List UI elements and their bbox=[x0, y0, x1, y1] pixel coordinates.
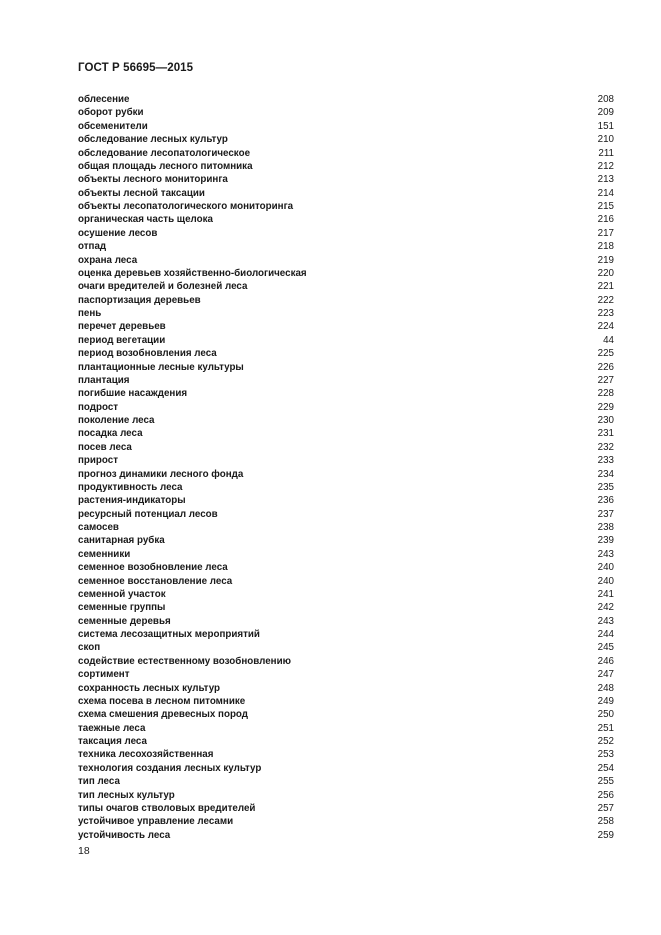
index-page-ref: 220 bbox=[597, 267, 614, 279]
index-page-ref: 228 bbox=[597, 388, 614, 400]
index-page-ref: 248 bbox=[597, 682, 614, 694]
index-term: семенники bbox=[78, 548, 131, 560]
index-entry bbox=[78, 441, 614, 454]
index-term: тип леса bbox=[78, 776, 120, 788]
index-term: погибшие насаждения bbox=[78, 388, 188, 400]
index-page-ref: 232 bbox=[597, 441, 614, 453]
index-entry bbox=[78, 347, 614, 360]
index-term: типы очагов стволовых вредителей bbox=[78, 802, 256, 814]
index-term: оценка деревьев хозяйственно-биологическая bbox=[78, 267, 307, 279]
index-term: подрост bbox=[78, 401, 119, 413]
index-page-ref: 247 bbox=[597, 669, 614, 681]
index-page-ref: 211 bbox=[598, 147, 614, 159]
index-page-ref: 252 bbox=[597, 736, 614, 747]
index-entry bbox=[78, 615, 614, 628]
index-term: облесение bbox=[78, 94, 130, 105]
index-term: прирост bbox=[78, 455, 119, 467]
page-number: 18 bbox=[78, 845, 90, 857]
index-page-ref: 213 bbox=[597, 174, 614, 186]
index-entry bbox=[78, 254, 614, 267]
index-entry bbox=[78, 294, 614, 307]
index-term: тип лесных культур bbox=[78, 789, 175, 801]
index-entry bbox=[78, 93, 614, 106]
index-term: техника лесохозяйственная bbox=[78, 749, 214, 761]
index-page-ref: 216 bbox=[597, 214, 614, 226]
index-entry bbox=[78, 575, 614, 588]
index-term: осушение лесов bbox=[78, 227, 158, 239]
index-entry bbox=[78, 387, 614, 400]
index-page-ref: 242 bbox=[597, 602, 614, 614]
index-entry bbox=[78, 401, 614, 414]
index-entry bbox=[78, 534, 614, 547]
index-entry bbox=[78, 173, 614, 186]
index-entry bbox=[78, 815, 614, 828]
index-page-ref: 215 bbox=[597, 201, 614, 212]
index-entry bbox=[78, 521, 614, 534]
index-page-ref: 210 bbox=[597, 134, 614, 146]
index-entry bbox=[78, 361, 614, 374]
index-page-ref: 234 bbox=[597, 468, 614, 480]
index-page-ref: 233 bbox=[597, 455, 614, 467]
term-index-list bbox=[78, 93, 614, 842]
index-entry bbox=[78, 655, 614, 668]
index-entry bbox=[78, 601, 614, 614]
document-header: ГОСТ Р 56695—2015 bbox=[78, 62, 194, 74]
index-entry bbox=[78, 668, 614, 681]
index-page-ref: 244 bbox=[597, 629, 614, 640]
index-entry bbox=[78, 187, 614, 200]
index-page-ref: 209 bbox=[597, 107, 614, 119]
index-term: семенные группы bbox=[78, 602, 166, 614]
index-term: схема смешения древесных пород bbox=[78, 709, 248, 721]
index-entry bbox=[78, 735, 614, 748]
index-page-ref: 229 bbox=[597, 401, 614, 413]
index-term: продуктивность леса bbox=[78, 481, 183, 493]
index-term: объекты лесной таксации bbox=[78, 187, 205, 199]
index-term: прогноз динамики лесного фонда bbox=[78, 468, 244, 480]
index-page-ref: 223 bbox=[597, 308, 614, 319]
index-page-ref: 258 bbox=[597, 816, 614, 828]
index-page-ref: 241 bbox=[597, 588, 614, 600]
index-entry bbox=[78, 414, 614, 427]
index-page-ref: 257 bbox=[597, 802, 614, 814]
index-term: обследование лесных культур bbox=[78, 134, 228, 146]
index-page-ref: 231 bbox=[597, 428, 614, 440]
index-page-ref: 151 bbox=[597, 120, 614, 132]
index-page-ref: 227 bbox=[597, 374, 614, 386]
index-term: система лесозащитных мероприятий bbox=[78, 629, 260, 640]
index-term: посадка леса bbox=[78, 428, 143, 440]
index-page-ref: 212 bbox=[597, 160, 614, 172]
index-entry bbox=[78, 548, 614, 561]
index-page-ref: 254 bbox=[597, 762, 614, 774]
index-page-ref: 222 bbox=[597, 294, 614, 306]
index-page-ref: 256 bbox=[597, 789, 614, 801]
index-page-ref: 225 bbox=[597, 348, 614, 360]
index-term: плантационные лесные культуры bbox=[78, 361, 244, 373]
index-entry bbox=[78, 829, 614, 842]
index-term: объекты лесного мониторинга bbox=[78, 174, 228, 186]
index-entry bbox=[78, 307, 614, 320]
index-page-ref: 253 bbox=[597, 749, 614, 761]
index-term: семенное восстановление леса bbox=[78, 575, 233, 587]
index-entry bbox=[78, 267, 614, 280]
index-entry bbox=[78, 641, 614, 654]
index-page-ref: 239 bbox=[597, 535, 614, 547]
index-page-ref: 251 bbox=[597, 722, 614, 734]
index-term: период возобновления леса bbox=[78, 348, 217, 360]
index-term: сортимент bbox=[78, 669, 130, 681]
index-entry bbox=[78, 748, 614, 761]
index-entry bbox=[78, 789, 614, 802]
index-term: посев леса bbox=[78, 441, 132, 453]
index-entry bbox=[78, 120, 614, 133]
index-entry bbox=[78, 468, 614, 481]
index-term: объекты лесопатологического мониторинга bbox=[78, 201, 294, 212]
index-term: период вегетации bbox=[78, 334, 166, 346]
index-term: таежные леса bbox=[78, 722, 146, 734]
index-entry bbox=[78, 280, 614, 293]
index-term: обсеменители bbox=[78, 120, 148, 132]
index-term: технология создания лесных культур bbox=[78, 762, 262, 774]
index-entry bbox=[78, 682, 614, 695]
index-entry bbox=[78, 374, 614, 387]
index-page-ref: 240 bbox=[597, 575, 614, 587]
index-entry bbox=[78, 320, 614, 333]
index-entry bbox=[78, 147, 614, 160]
index-entry bbox=[78, 481, 614, 494]
index-term: семенные деревья bbox=[78, 615, 171, 627]
index-term: очаги вредителей и болезней леса bbox=[78, 281, 248, 293]
index-page-ref: 235 bbox=[597, 481, 614, 493]
index-term: паспортизация деревьев bbox=[78, 294, 201, 306]
index-page-ref: 208 bbox=[597, 94, 614, 105]
index-page-ref: 218 bbox=[597, 241, 614, 253]
index-entry bbox=[78, 494, 614, 507]
index-term: ресурсный потенциал лесов bbox=[78, 508, 218, 520]
index-entry bbox=[78, 213, 614, 226]
index-page-ref: 246 bbox=[597, 655, 614, 667]
index-entry bbox=[78, 427, 614, 440]
index-page-ref: 250 bbox=[597, 709, 614, 721]
index-term: плантация bbox=[78, 374, 130, 386]
index-page-ref: 226 bbox=[597, 361, 614, 373]
index-page-ref: 214 bbox=[597, 187, 614, 199]
index-entry bbox=[78, 561, 614, 574]
index-term: устойчивость леса bbox=[78, 829, 171, 841]
index-term: поколение леса bbox=[78, 415, 155, 426]
index-page-ref: 243 bbox=[597, 548, 614, 560]
index-page-ref: 230 bbox=[597, 415, 614, 426]
index-entry bbox=[78, 454, 614, 467]
index-page-ref: 44 bbox=[603, 334, 614, 346]
index-term: схема посева в лесном питомнике bbox=[78, 695, 246, 707]
index-term: устойчивое управление лесами bbox=[78, 816, 234, 828]
index-entry bbox=[78, 200, 614, 213]
index-page-ref: 259 bbox=[597, 829, 614, 841]
index-entry bbox=[78, 775, 614, 788]
index-entry bbox=[78, 708, 614, 721]
index-entry bbox=[78, 133, 614, 146]
index-term: содействие естественному возобновлению bbox=[78, 655, 291, 667]
index-entry bbox=[78, 762, 614, 775]
index-entry bbox=[78, 106, 614, 119]
index-term: оборот рубки bbox=[78, 107, 144, 119]
index-page-ref: 249 bbox=[597, 695, 614, 707]
index-entry bbox=[78, 334, 614, 347]
index-page-ref: 236 bbox=[597, 495, 614, 507]
index-term: таксация леса bbox=[78, 736, 147, 747]
index-term: органическая часть щелока bbox=[78, 214, 213, 226]
index-term: перечет деревьев bbox=[78, 321, 166, 333]
index-entry bbox=[78, 240, 614, 253]
index-page-ref: 221 bbox=[597, 281, 614, 293]
index-page-ref: 219 bbox=[597, 254, 614, 266]
index-term: скоп bbox=[78, 642, 101, 654]
index-term: сохранность лесных культур bbox=[78, 682, 221, 694]
index-page-ref: 255 bbox=[597, 776, 614, 788]
index-page-ref: 217 bbox=[597, 227, 614, 239]
index-page-ref: 237 bbox=[597, 508, 614, 520]
index-page-ref: 243 bbox=[597, 615, 614, 627]
index-page-ref: 245 bbox=[597, 642, 614, 654]
index-page-ref: 224 bbox=[597, 321, 614, 333]
index-entry bbox=[78, 588, 614, 601]
index-entry bbox=[78, 628, 614, 641]
index-term: отпад bbox=[78, 241, 107, 253]
index-term: самосев bbox=[78, 522, 119, 533]
index-entry bbox=[78, 802, 614, 815]
index-page-ref: 240 bbox=[597, 562, 614, 574]
index-term: санитарная рубка bbox=[78, 535, 165, 547]
index-term: семенное возобновление леса bbox=[78, 562, 228, 574]
index-term: растения-индикаторы bbox=[78, 495, 186, 507]
index-page-ref: 238 bbox=[597, 522, 614, 533]
index-entry bbox=[78, 695, 614, 708]
index-term: общая площадь лесного питомника bbox=[78, 160, 253, 172]
index-term: охрана леса bbox=[78, 254, 138, 266]
index-term: пень bbox=[78, 308, 102, 319]
index-entry bbox=[78, 160, 614, 173]
index-entry bbox=[78, 227, 614, 240]
index-entry bbox=[78, 508, 614, 521]
index-entry bbox=[78, 722, 614, 735]
index-term: обследование лесопатологическое bbox=[78, 147, 251, 159]
index-term: семенной участок bbox=[78, 588, 166, 600]
